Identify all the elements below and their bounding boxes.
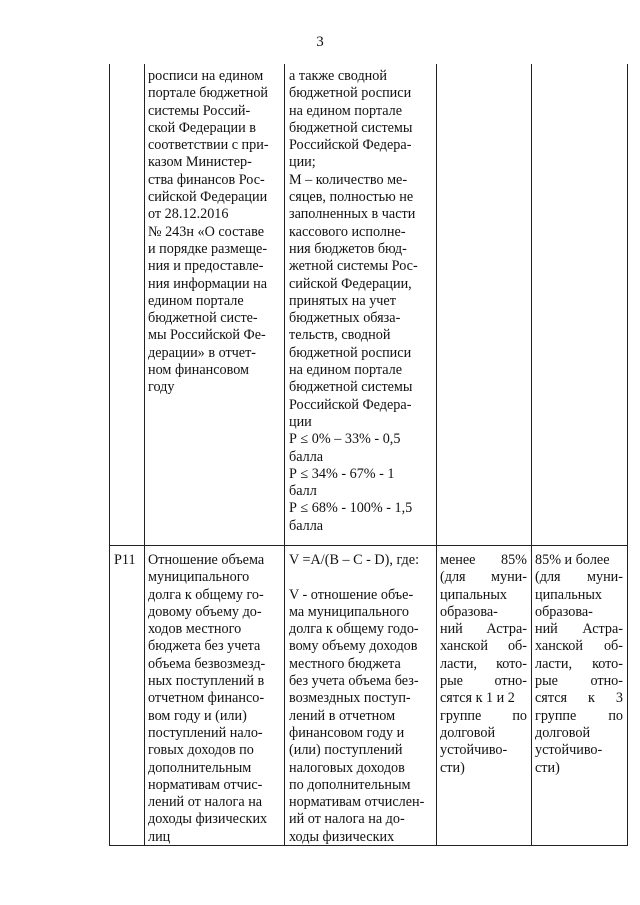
text-line: балла (289, 448, 324, 465)
text-word: устойчиво- (440, 742, 508, 759)
text-line: налоговых доходов (289, 759, 405, 776)
text-line (440, 708, 527, 725)
text-line (535, 673, 623, 690)
text-line: по дополнительным (289, 776, 411, 793)
text-word: сятся к 1 и 2 (440, 690, 515, 707)
text-line: отчетном финансо- (148, 690, 265, 707)
text-line (535, 725, 623, 742)
text-line: кассового исполне- (289, 223, 406, 240)
text-line: тельств, сводной (289, 327, 391, 344)
text-line: Российской Федера- (289, 396, 412, 413)
text-line: (или) поступлений (289, 742, 403, 759)
column-divider (436, 64, 437, 845)
text-line: на едином портале (289, 102, 403, 119)
text-line: ий от налога на до- (289, 811, 405, 828)
text-line: сийской Федерации (148, 189, 268, 206)
text-line (440, 690, 527, 707)
text-line (440, 638, 527, 655)
text-line (440, 742, 527, 759)
text-line: на едином портале (289, 362, 403, 379)
text-line: ма муниципального (289, 603, 409, 620)
column-divider (531, 64, 532, 845)
text-word: ципальных (535, 586, 602, 603)
text-word: ласти, (440, 655, 478, 672)
text-word: ласти, (535, 655, 573, 672)
text-line: Р ≤ 0% – 33% - 0,5 (289, 431, 401, 448)
text-word: 3 (615, 690, 623, 707)
text-word: группе (440, 707, 482, 724)
criteria-table (109, 64, 628, 846)
text-word: по (512, 707, 527, 724)
text-line: говых доходов по (148, 742, 254, 759)
text-line: ции; (289, 154, 316, 171)
text-line: дополнительным (148, 759, 252, 776)
text-word: Астра- (582, 621, 623, 638)
text-line (440, 604, 527, 621)
text-word: муни- (491, 569, 527, 586)
text-line: ции (289, 413, 312, 430)
text-line: лений в отчетном (289, 707, 396, 724)
text-word: по (608, 707, 623, 724)
text-line (535, 708, 623, 725)
text-line: Р ≤ 68% - 100% - 1,5 (289, 500, 413, 517)
text-line: лиц (148, 828, 171, 845)
text-line: бюджетной росписи (289, 344, 412, 361)
text-line: Российской Федера- (289, 137, 412, 154)
text-word: муни- (587, 569, 623, 586)
row2-indicator-description (148, 552, 267, 846)
text-line: балл (289, 483, 317, 500)
text-line (440, 621, 527, 638)
text-line: дерации» в отчет- (148, 344, 257, 361)
text-line: нормативам отчис- (148, 776, 263, 793)
text-line: объема безвозмезд- (148, 655, 266, 672)
column-divider (144, 64, 145, 845)
text-word: рые (535, 673, 558, 690)
text-line: М – количество ме- (289, 171, 408, 188)
text-line: нормативам отчислен- (289, 794, 425, 811)
text-word: менее (440, 552, 476, 568)
text-line: возмездных поступ- (289, 690, 411, 707)
text-word: Астра- (486, 621, 527, 638)
text-word: группе (535, 707, 577, 724)
text-line: Отношение объема (148, 552, 265, 568)
text-line (440, 587, 527, 604)
text-line: доходы физических (148, 811, 268, 828)
text-word: отно- (590, 673, 623, 690)
text-line: ния бюджетов бюд- (289, 240, 407, 257)
text-line: ния и предоставле- (148, 258, 264, 275)
text-line: долга к общему годо- (289, 621, 419, 638)
text-word: (для (440, 569, 466, 586)
text-line (535, 604, 623, 621)
text-line (535, 760, 623, 777)
text-line (440, 552, 527, 569)
text-word: 85% (500, 552, 527, 568)
text-line: принятых на учет (289, 292, 396, 309)
text-line: ской Федерации в (148, 119, 256, 136)
text-line (535, 587, 623, 604)
text-line: едином портале (148, 292, 244, 309)
text-line: портале бюджетной (148, 85, 269, 102)
row1-indicator-description (148, 68, 269, 397)
text-line: бюджета без учета (148, 638, 261, 655)
text-word: образова- (440, 603, 498, 620)
text-line: заполненных в части (289, 206, 416, 223)
text-line: лений от налога на (148, 794, 263, 811)
text-word: ципальных (440, 586, 507, 603)
text-line: V - отношение объе- (289, 586, 414, 603)
text-line: довому объему до- (148, 603, 262, 620)
text-line: от 28.12.2016 (148, 206, 229, 223)
text-word: ний (535, 621, 558, 638)
text-word: образова- (535, 603, 593, 620)
text-line: бюджетной систе- (148, 310, 258, 327)
text-line: бюджетной системы (289, 379, 413, 396)
row2-calculation-formula (289, 552, 424, 846)
text-word: сятся (535, 690, 568, 707)
row1-calculation-formula (289, 68, 418, 535)
column-divider (284, 64, 285, 845)
text-line (535, 742, 623, 759)
text-line: ходов местного (148, 621, 242, 638)
text-line: а также сводной (289, 68, 387, 84)
text-word: (для (535, 569, 561, 586)
text-line: вом году и (или) (148, 707, 247, 724)
text-word: сти) (535, 759, 560, 776)
text-word: отно- (494, 673, 527, 690)
text-line (535, 552, 623, 569)
text-line: муниципального (148, 569, 250, 586)
text-line: V =A/(B – C - D), где: (289, 552, 420, 568)
text-line: соответствии с при- (148, 137, 269, 154)
row2-high-score-condition (535, 552, 623, 777)
text-line: местного бюджета (289, 655, 401, 672)
text-word: 85% и более (535, 552, 610, 568)
text-line (440, 760, 527, 777)
text-line: бюджетной системы (289, 119, 413, 136)
page-number: 3 (316, 34, 324, 50)
text-line (289, 569, 424, 586)
text-word: долговой (535, 724, 591, 741)
text-line (440, 569, 527, 586)
text-word: ханской (535, 638, 583, 655)
text-word: сти) (440, 759, 465, 776)
text-line: вому объему доходов (289, 638, 418, 655)
text-line: системы Россий- (148, 102, 251, 119)
text-word: кото- (592, 655, 623, 672)
text-line (535, 638, 623, 655)
text-line: мы Российской Фе- (148, 327, 266, 344)
row2-indicator-code: Р11 (114, 552, 136, 568)
text-line (440, 673, 527, 690)
text-line (440, 725, 527, 742)
text-line: № 243н «О составе (148, 223, 265, 240)
text-word: об- (507, 638, 527, 655)
text-line: ном финансовом (148, 362, 250, 379)
text-word: ний (440, 621, 463, 638)
text-line: и порядке размеще- (148, 240, 268, 257)
text-line (535, 569, 623, 586)
text-line: году (148, 379, 175, 396)
text-word: рые (440, 673, 463, 690)
text-line: бюджетных обяза- (289, 310, 401, 327)
row-divider (110, 545, 627, 546)
text-line (440, 656, 527, 673)
text-line: Р ≤ 34% - 67% - 1 (289, 465, 395, 482)
text-line: балла (289, 517, 324, 534)
text-line (535, 621, 623, 638)
row2-low-score-condition (440, 552, 527, 777)
text-line: долга к общему го- (148, 586, 264, 603)
text-line (535, 690, 623, 707)
text-word: устойчиво- (535, 742, 603, 759)
text-word: кото- (496, 655, 527, 672)
text-line: поступлений нало- (148, 724, 263, 741)
text-line: бюджетной росписи (289, 85, 412, 102)
text-line: росписи на едином (148, 68, 264, 84)
text-line: ходы физических (289, 828, 395, 845)
text-line: казом Министер- (148, 154, 252, 171)
text-word: к (588, 690, 595, 707)
text-word: ханской (440, 638, 488, 655)
text-line: ния информации на (148, 275, 268, 292)
text-line: сяцев, полностью не (289, 189, 414, 206)
text-line: сийской Федерации, (289, 275, 412, 292)
text-word: долговой (440, 724, 496, 741)
text-line: жетной системы Рос- (289, 258, 418, 275)
text-line: ства финансов Рос- (148, 171, 265, 188)
text-line: ных поступлений в (148, 673, 265, 690)
text-word: об- (603, 638, 623, 655)
text-line: финансовом году и (289, 724, 405, 741)
text-line (535, 656, 623, 673)
text-line: без учета объема без- (289, 673, 419, 690)
